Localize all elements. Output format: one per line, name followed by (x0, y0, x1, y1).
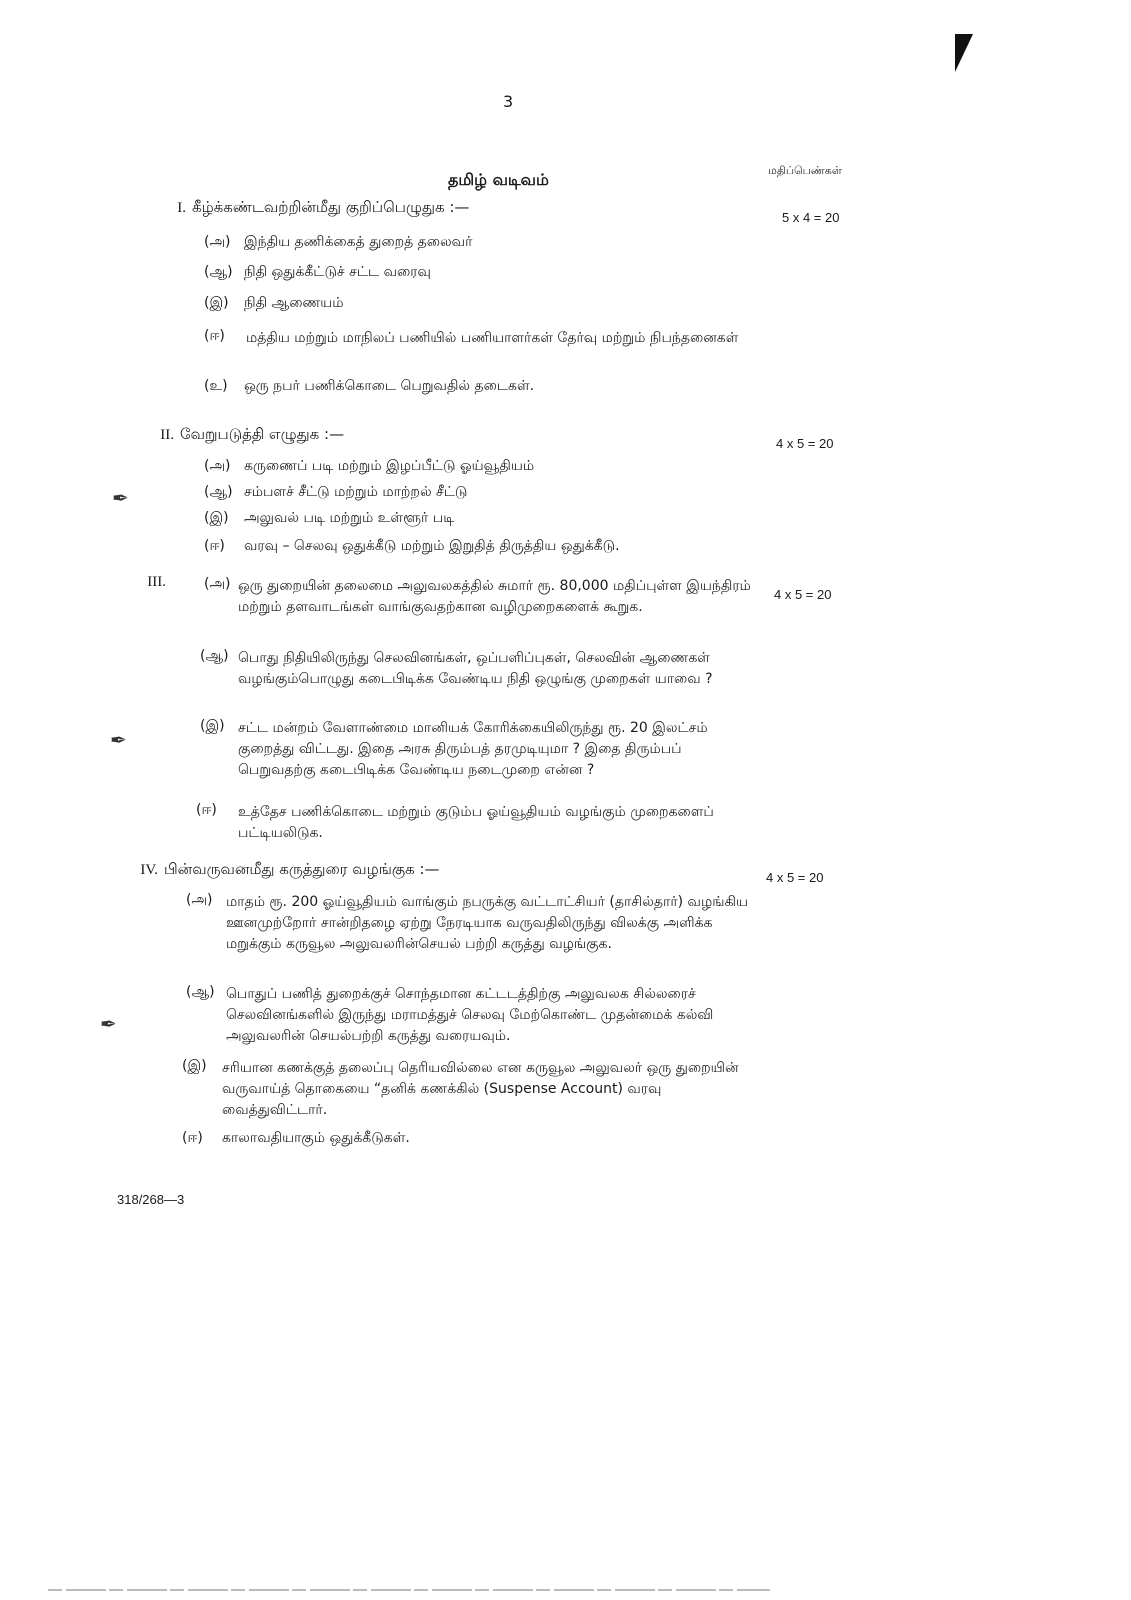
list-item-text: பொதுப் பணித் துறைக்குச் சொந்தமான கட்டடத்திற்கு அலுவலக சில்லரைச் செலவினங்களில் இருந்து மராமத்துச் செலவு மேற்கொண்ட முதன்மைக் கல்வி அலுவலரின் செயல்பற்றி கருத்து வரையவும். (226, 986, 714, 1044)
item-label: (இ) (204, 510, 229, 526)
list-item-label: (அ) (204, 576, 231, 592)
item-label: (அ) (204, 458, 231, 474)
list-item-text: மத்திய மற்றும் மாநிலப் பணியில் பணியாளர்கள் தேர்வு மற்றும் நிபந்தனைகள் (246, 330, 739, 346)
list-item (204, 295, 344, 313)
item-label: (அ) (204, 234, 231, 250)
item-text: வரவு – செலவு ஒதுக்கீடு மற்றும் இறுதித் திருத்திய ஒதுக்கீடு. (244, 538, 620, 554)
section-heading-text: கீழ்க்கண்டவற்றின்மீது குறிப்பெழுதுக :— (192, 198, 470, 216)
item-text: நிதி ஒதுக்கீட்டுச் சட்ட வரைவு (244, 264, 431, 280)
section-heading-text: பின்வருவனமீது கருத்துரை வழங்குக :— (164, 860, 440, 878)
page-title: தமிழ் வடிவம் (448, 170, 549, 189)
item-text: கருணைப் படி மற்றும் இழப்பீட்டு ஓய்வூதியம் (244, 458, 535, 474)
item-text: அலுவல் படி மற்றும் உள்ளூர் படி (244, 510, 455, 526)
item-label: (ஆ) (204, 484, 233, 500)
item-text: சம்பளச் சீட்டு மற்றும் மாற்றல் சீட்டு (244, 484, 468, 500)
item-label: (ஆ) (204, 264, 233, 280)
paper-code: 318/268—3 (117, 1192, 185, 1207)
section-heading-text: வேறுபடுத்தி எழுதுக :— (180, 425, 345, 443)
list-item-label: (அ) (186, 892, 213, 908)
item-label: (ஈ) (182, 1130, 203, 1146)
list-item-label: (ஆ) (186, 984, 215, 1000)
scan-edge-line (0, 1585, 1131, 1595)
section-3-marks: 4 x 5 = 20 (774, 587, 832, 602)
item-text: ஒரு நபர் பணிக்கொடை பெறுவதில் தடைகள். (244, 378, 535, 394)
list-item-label: (இ) (200, 718, 225, 734)
marks-column-header: மதிப்பெண்கள் (768, 164, 842, 177)
list-item (204, 484, 467, 502)
list-item (204, 234, 472, 252)
list-item-text: மாதம் ரூ. 200 ஓய்வூதியம் வாங்கும் நபருக்கு வட்டாட்சியர் (தாசில்தார்) வழங்கிய ஊனமுற்றோர் சான்றிதழை ஏற்று நேரடியாக வருவதிலிருந்து விலக்கு அளிக்க மறுக்கும் கருவூல அலுவலரின்செயல் பற்றி கருத்து வழங்குக. (226, 894, 748, 952)
item-label: (இ) (204, 295, 229, 311)
page-number: 3 (503, 92, 514, 111)
ink-blot-mark: ✒ (110, 728, 127, 752)
section-2-marks: 4 x 5 = 20 (776, 436, 834, 451)
list-item-text: சட்ட மன்றம் வேளாண்மை மானியக் கோரிக்கையிலிருந்து ரூ. 20 இலட்சம் குறைத்து விட்டது. இதை அரசு திரும்பத் தரமுடியுமா ? இதை திரும்பப் பெறுவதற்கு கடைபிடிக்க வேண்டிய நடைமுறை என்ன ? (238, 720, 708, 778)
section-3-number (140, 572, 172, 591)
item-text: நிதி ஆணையம் (244, 295, 344, 311)
list-item (204, 264, 431, 282)
list-item (182, 1130, 410, 1148)
section-number: I. (177, 200, 186, 216)
ink-blot-mark: ✒ (100, 1012, 117, 1036)
item-label: (ஈ) (204, 538, 225, 554)
item-text: காலாவதியாகும் ஒதுக்கீடுகள். (222, 1130, 410, 1146)
section-number: II. (160, 427, 174, 443)
item-label: (உ) (204, 378, 228, 394)
ink-blot-mark: ✒ (112, 486, 129, 510)
section-number: III. (147, 574, 166, 590)
list-item (204, 510, 454, 528)
list-item-text: உத்தேச பணிக்கொடை மற்றும் குடும்ப ஓய்வூதியம் வழங்கும் முறைகளைப் பட்டியலிடுக. (238, 804, 714, 841)
list-item-label: (ஆ) (200, 648, 229, 664)
list-item-text: ஒரு துறையின் தலைமை அலுவலகத்தில் சுமார் ரூ. 80,000 மதிப்புள்ள இயந்திரம் மற்றும் தளவாடங்கள் வாங்குவதற்கான வழிமுறைகளைக் கூறுக. (238, 578, 751, 615)
list-item-text: பொது நிதியிலிருந்து செலவினங்கள், ஒப்பளிப்புகள், செலவின் ஆணைகள் வழங்கும்பொழுது கடைபிடிக்க வேண்டிய நிதி ஒழுங்கு முறைகள் யாவை ? (238, 650, 713, 687)
corner-registration-mark (955, 34, 973, 72)
section-1-marks: 5 x 4 = 20 (782, 210, 840, 225)
section-4-marks: 4 x 5 = 20 (766, 870, 824, 885)
section-2-heading (148, 425, 344, 445)
list-item (204, 458, 534, 476)
list-item-label: (ஈ) (196, 802, 217, 818)
section-number: IV. (140, 862, 158, 878)
list-item-label: (இ) (182, 1058, 207, 1074)
list-item-text: சரியான கணக்குத் தலைப்பு தெரியவில்லை என கருவூல அலுவலர் ஒரு துறையின் வருவாய்த் தொகையை “தனிக் கணக்கில் (Suspense Account) வரவு வைத்துவிட்டார். (222, 1060, 739, 1118)
list-item (204, 538, 620, 556)
section-1-heading (160, 198, 469, 218)
list-item (204, 378, 534, 396)
section-4-heading (132, 860, 440, 880)
item-text: இந்திய தணிக்கைத் துறைத் தலைவர் (244, 234, 473, 250)
list-item-label: (ஈ) (204, 328, 225, 344)
